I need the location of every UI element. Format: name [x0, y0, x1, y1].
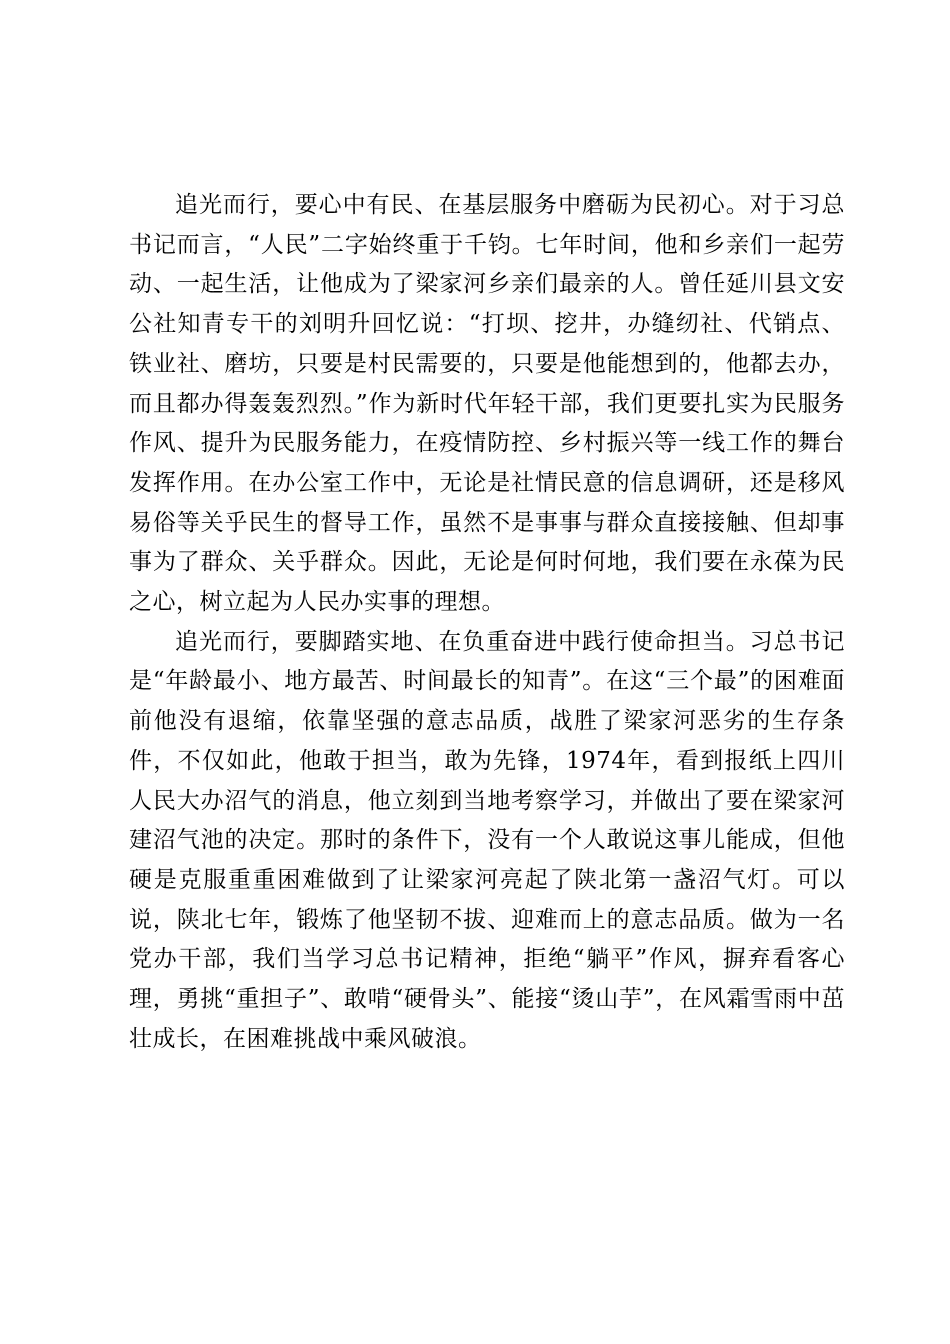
paragraph-2: 追光而行，要脚踏实地、在负重奋进中践行使命担当。习总书记是“年龄最小、地方最苦、时间最长的知青”。在这“三个最”的困难面前他没有退缩，依靠坚强的意志品质，战胜了梁家河恶劣的生存条件，不仅如此，他敢于担当，敢为先锋，1974年，看到报纸上四川人民大办沼气的消息，他立刻到当地考察学习，并做出了要在梁家河建沼气池的决定。那时的条件下，没有一个人敢说这事儿能成，但他硬是克服重重困难做到了让梁家河亮起了陕北第一盏沼气灯。可以说，陕北七年，锻炼了他坚韧不拔、迎难而上的意志品质。做为一名党办干部，我们当学习总书记精神，拒绝“躺平”作风，摒弃看客心理，勇挑“重担子”、敢啃“硬骨头”、能接“烫山芋”，在风霜雪雨中茁壮成长，在困难挑战中乘风破浪。 [129, 628, 845, 1052]
document-body [129, 186, 845, 1059]
paragraph-1: 追光而行，要心中有民、在基层服务中磨砺为民初心。对于习总书记而言，“人民”二字始终重于千钧。七年时间，他和乡亲们一起劳动、一起生活，让他成为了梁家河乡亲们最亲的人。曾任延川县文安公社知青专干的刘明升回忆说：“打坝、挖井，办缝纫社、代销点、铁业社、磨坊，只要是村民需要的，只要是他能想到的，他都去办，而且都办得轰轰烈烈。”作为新时代年轻干部，我们更要扎实为民服务作风、提升为民服务能力，在疫情防控、乡村振兴等一线工作的舞台发挥作用。在办公室工作中，无论是社情民意的信息调研，还是移风易俗等关乎民生的督导工作，虽然不是事事与群众直接接触、但却事事为了群众、关乎群众。因此，无论是何时何地，我们要在永葆为民之心，树立起为人民办实事的理想。 [129, 192, 845, 616]
